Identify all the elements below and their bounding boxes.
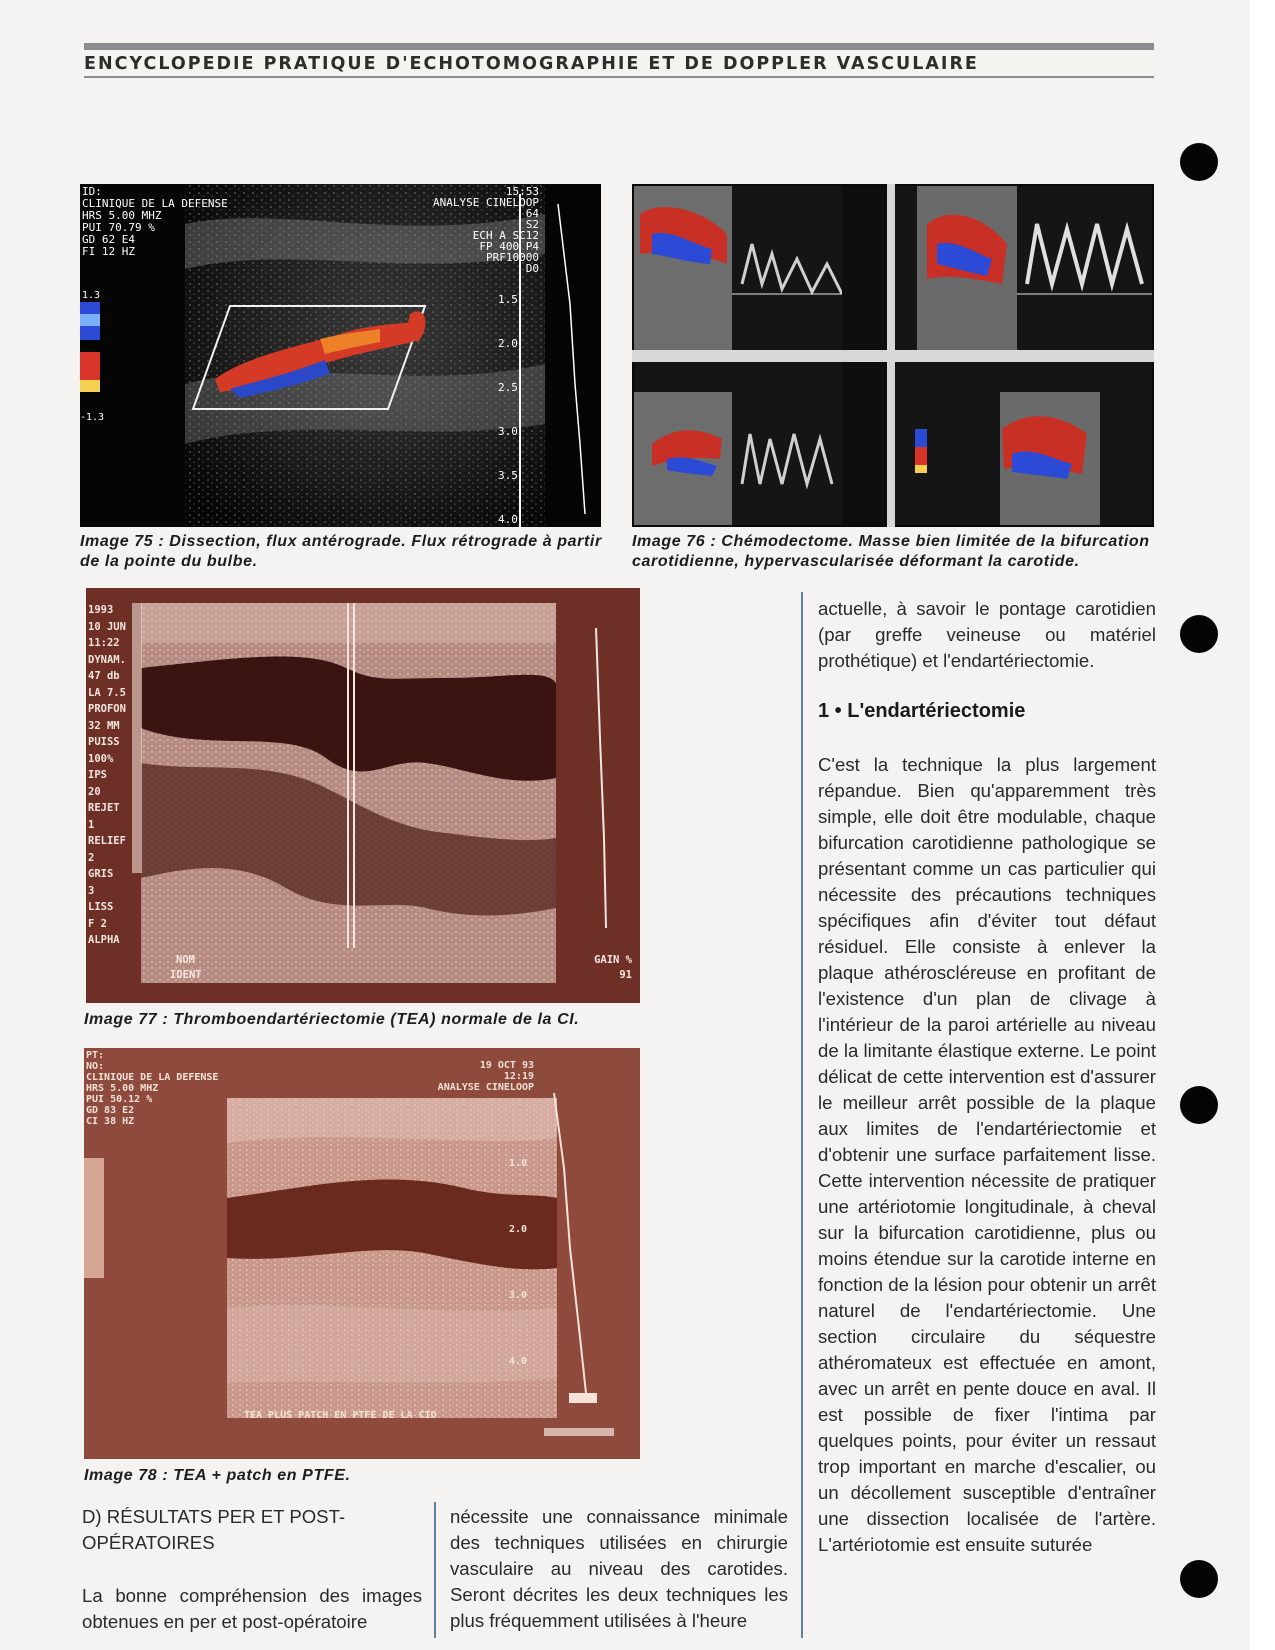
col2-paragraph: nécessite une connaissance minimale des techniques utilisées en chirurgie vasculaire au niveau des carotides. Seront décrites les deux techniques les plus fréquemment utilisées à l'heure — [450, 1506, 788, 1631]
header-bar — [84, 43, 1154, 50]
image-75-colorbar-bottom: -1.3 — [80, 412, 105, 423]
running-header: ENCYCLOPEDIE PRATIQUE D'ECHOTOMOGRAPHIE ET DE DOPPLER VASCULAIRE — [84, 54, 979, 74]
section-heading-endarteriectomie: 1 • L'endartériectomie — [818, 700, 1026, 722]
image-77-settings: 1993 10 JUN 11:22 DYNAM. 47 db LA 7.5 PROFON 32 MM PUISS 100% IPS 20 REJET 1 RELIEF 2 GRIS 3 LISS F 2 ALPHA — [88, 604, 126, 946]
image-75-overlay-left: ID: CLINIQUE DE LA DEFENSE HRS 5.00 MHZ PUI 70.79 % GD 62 E4 FI 12 HZ — [82, 185, 228, 258]
image-78-footer-text: TEA PLUS PATCH EN PTFE DE LA CID — [244, 1410, 437, 1421]
binder-hole-3 — [1180, 1086, 1218, 1124]
caption-image-75: Image 75 : Dissection, flux antérograde. Flux rétrograde à partir de la pointe du bulbe. — [80, 533, 602, 570]
binder-hole-2 — [1180, 615, 1218, 653]
binder-hole-1 — [1180, 143, 1218, 181]
section-heading-resultats: D) RÉSULTATS PER ET POST-OPÉRATOIRES — [82, 1506, 346, 1553]
image-77-gain: GAIN % 91 — [594, 954, 632, 981]
image-78-overlay-left: PT: NO: CLINIQUE DE LA DEFENSE HRS 5.00 MHZ PUI 50.12 % GD 83 E2 CI 38 HZ — [86, 1050, 219, 1127]
image-77-bottom-labels: NOM IDENT — [170, 954, 202, 981]
caption-image-77: Image 77 : Thromboendartériectomie (TEA) normale de la CI. — [84, 1011, 580, 1028]
image-78-tea-patch — [84, 1048, 640, 1459]
page-edge — [1250, 0, 1275, 1650]
caption-image-78: Image 78 : TEA + patch en PTFE. — [84, 1467, 351, 1484]
binder-hole-4 — [1180, 1560, 1218, 1598]
col1-paragraph: La bonne compréhension des images obtenues en per et post-opératoire — [82, 1585, 422, 1632]
image-77-tea — [86, 588, 640, 1003]
column-rule-2 — [801, 592, 803, 1638]
image-76-chemodectome — [632, 184, 1154, 527]
column-rule-1 — [434, 1502, 436, 1638]
col3-paragraph-2: C'est la technique la plus largement répandue. Bien qu'apparemment très simple, elle doit être modulable, chaque bifurcation carotidienne pathologique se présentant comme un cas particulier qui nécessite des précautions techniques spécifiques afin d'éviter tout défaut résiduel. Elle consiste à enlever la plaque athéroscléreuse en profitant de l'existence d'un plan de clivage à l'intérieur de la paroi artérielle au niveau de la limitante élastique externe. Le point délicat de cette intervention est d'assurer le meilleur arrêt possible de la plaque aux limites de l'endartériectomie et d'obtenir une surface parfaitement lisse. Cette intervention nécessite de pratiquer une artériotomie longitudinale, à cheval sur la bifurcation carotidienne, plus ou moins étendue sur la carotide interne en fonction de la lésion pour obtenir un arrêt naturel de l'endartériectomie. Une section circulaire du séquestre athéromateux est effectuée en amont, avec un arrêt en pente douce en aval. Il est possible de fixer l'intima par quelques points, pour éviter un ressaut trop important en marche d'escalier, ou un décollement susceptible d'entraîner une dissection localisée de l'artère. L'artériotomie est ensuite suturée — [818, 754, 1157, 1555]
caption-image-76: Image 76 : Chémodectome. Masse bien limitée de la bifurcation carotidienne, hypervascularisée déformant la carotide. — [632, 533, 1150, 570]
image-75-depth-scale: 1.5 2.0 2.5 3.0 3.5 4.0 — [498, 293, 518, 526]
image-75-overlay-right: 15:53 ANALYSE CINELOOP 64 S2 ECH A SC12 FP 400 P4 PRF10000 D0 — [433, 185, 539, 275]
col3-paragraph-1: actuelle, à savoir le pontage carotidien (par greffe veineuse ou matériel prothétique) et l'endartériectomie. — [818, 598, 1156, 671]
image-78-depth-scale: 1.0 2.0 3.0 4.0 — [509, 1158, 528, 1367]
header-rule — [84, 76, 1154, 78]
image-75-doppler — [80, 184, 601, 527]
image-75-colorbar-top: 1.3 — [82, 290, 101, 301]
image-78-overlay-right: 19 OCT 93 12:19 ANALYSE CINELOOP — [437, 1060, 534, 1093]
